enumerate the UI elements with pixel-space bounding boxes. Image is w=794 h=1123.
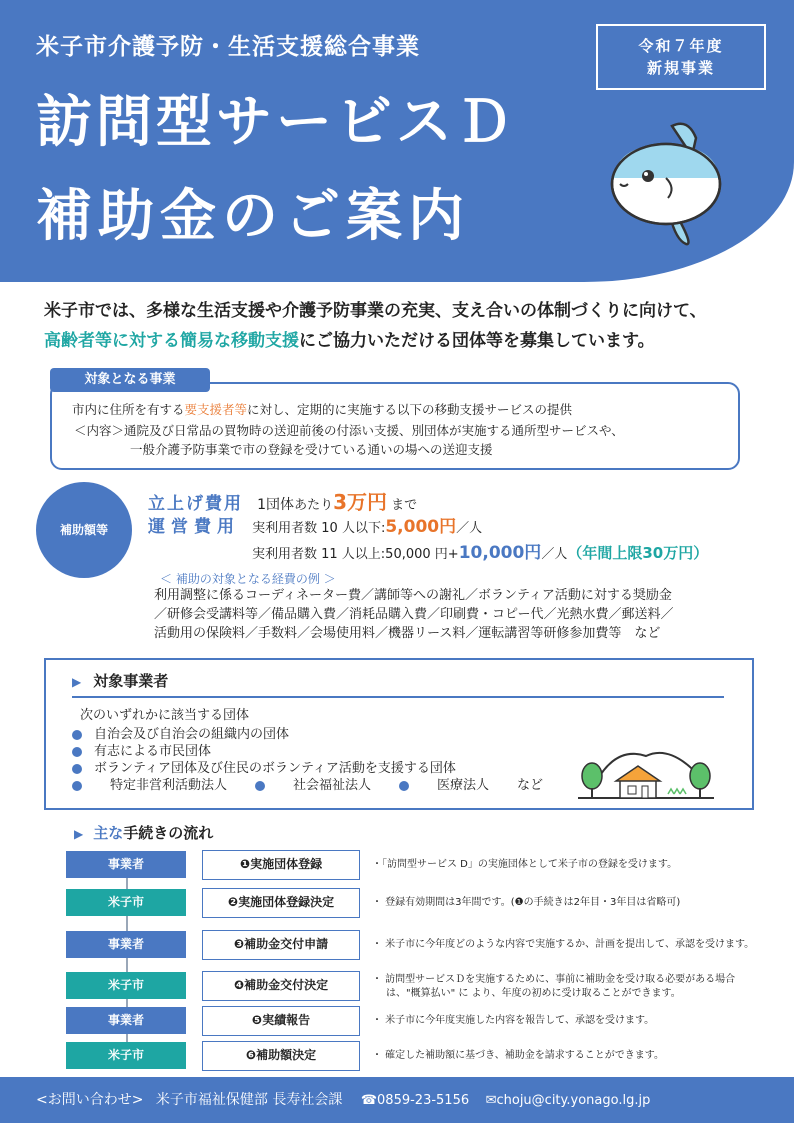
flow-step-3: ❸補助金交付申請 <box>202 930 360 960</box>
flow-desc-4-line2: は、"概算払い" に より、年度の初めに受け取ることができます。 <box>386 988 681 999</box>
bullet-icon <box>399 781 409 791</box>
startup-mid: あたり <box>294 498 334 513</box>
startup-cost-row <box>148 486 417 515</box>
operator-item: 社会福祉法人 <box>293 778 372 793</box>
operator-item: 有志による市民団体 <box>94 744 212 759</box>
title-line1: 訪問型サービスＤ <box>36 90 516 155</box>
intro-highlight: 高齢者等に対する簡易な移動支援 <box>44 331 299 351</box>
flow-desc-4-line1: ・ 訪問型サービスＤを実施するために、事前に補助金を受け取る必要がある場合 <box>372 974 736 985</box>
expense-line1: 利用調整に係るコーディネーター費／講師等への謝礼／ボランティア活動に対する奨励金 <box>154 588 672 603</box>
email-address[interactable]: choju@city.yonago.lg.jp <box>496 1093 651 1108</box>
title-line2: 補助金のご案内 <box>36 184 470 249</box>
sunfish-mascot-icon <box>606 118 726 248</box>
operator-item: 自治会及び自治会の組織内の団体 <box>94 727 290 742</box>
expense-title: ＜ 補助の対象となる経費の例 ＞ <box>160 572 336 586</box>
operating-label: 運営費用 <box>148 517 240 537</box>
operator-suffix: など <box>517 778 544 793</box>
intro-line1: 米子市では、多様な生活支援や介護予防事業の充実、支え合いの体制づくりに向けて、 <box>44 301 707 321</box>
flow-desc-5: ・ 米子市に今年度実施した内容を報告して、承認を受けます。 <box>372 1015 655 1026</box>
bullet-icon <box>255 781 265 791</box>
flow-desc-3: ・ 米子市に今年度どのような内容で実施するか、計画を提出して、承認を受けます。 <box>372 939 755 950</box>
contact-footer <box>0 1077 794 1123</box>
flow-step-2: ❷実施団体登録決定 <box>202 888 360 918</box>
operator-item: ボランティア団体及び住民のボランティア活動を支援する団体 <box>94 761 456 776</box>
op1-post: ／人 <box>456 521 483 536</box>
bullet-icon <box>72 764 82 774</box>
content-line1: ＜内容＞通院及び日常品の買物時の送迎前後の付添い支援、別団体が実施する通所型サービスや、 <box>74 423 624 438</box>
flow-heading <box>74 822 213 843</box>
village-illustration-icon <box>576 736 716 806</box>
flow-desc-6: ・ 確定した補助額に基づき、補助金を請求することができます。 <box>372 1050 664 1061</box>
expense-line3: 活動用の保険料／手数料／会場使用料／機器リース料／運転講習等研修参加費等 など <box>154 626 661 641</box>
badge-line2: 新規事業 <box>646 59 715 77</box>
badge-line1: 令和７年度 <box>638 37 724 55</box>
divider <box>72 696 724 698</box>
op2-amount: 10,000円 <box>458 543 542 563</box>
intro-text <box>44 296 764 356</box>
op1-amount: 5,000円 <box>385 517 457 537</box>
flow-heading-highlight: 主な <box>93 824 124 842</box>
flow-actor: 事業者 <box>66 1007 186 1034</box>
phone-icon: ☎ <box>360 1093 378 1108</box>
list-item <box>72 726 571 743</box>
line1-post: に対し、定期的に実施する以下の移動支援サービスの提供 <box>247 402 573 417</box>
bullet-icon <box>72 747 82 757</box>
header-banner <box>0 0 794 282</box>
flow-actor: 米子市 <box>66 1042 186 1069</box>
flow-step-6: ❻補助額決定 <box>202 1041 360 1071</box>
content-line2: 一般介護予防事業で市の登録を受けている通いの場への送迎支援 <box>130 442 493 457</box>
operator-item: 医療法人 <box>437 778 490 793</box>
line1-highlight: 要支援者等 <box>184 402 248 417</box>
operator-item: 特定非営利活動法人 <box>110 778 228 793</box>
target-business-line1 <box>72 400 720 419</box>
startup-post: まで <box>391 498 418 513</box>
list-item <box>72 760 571 777</box>
flow-actor: 事業者 <box>66 931 186 958</box>
contact-label: <お問い合わせ> <box>36 1092 144 1108</box>
triangle-icon: ▶ <box>72 675 82 689</box>
intro-line2 <box>44 326 764 356</box>
header-subtitle: 米子市介護予防・生活支援総合事業 <box>36 34 420 60</box>
department: 米子市福祉保健部 長寿社会課 <box>155 1092 343 1108</box>
flow-desc-1: ・「訪問型サービス D」の実施団体として米子市の登録を受けます。 <box>372 859 678 870</box>
flow-step-1: ❶実施団体登録 <box>202 850 360 880</box>
subsidy-circle: 補助額等 <box>36 482 132 578</box>
op2-pre: 実利用者数 11 人以上:50,000 円+ <box>252 547 459 562</box>
bullet-icon <box>72 781 82 791</box>
flow-actor: 米子市 <box>66 889 186 916</box>
op2-post: ／人 <box>541 547 568 562</box>
expense-list <box>154 586 754 643</box>
expense-line2: ／研修会受講料等／備品購入費／消耗品購入費／印刷費・コピー代／光熱水費／郵送料／ <box>154 607 674 622</box>
operators-list <box>72 726 571 794</box>
flow-desc-4 <box>372 973 772 1001</box>
target-business-tag: 対象となる事業 <box>50 368 210 392</box>
flow-desc-2: ・ 登録有効期間は3年間です。(❶の手続きは2年目・3年目は省略可) <box>372 897 681 908</box>
intro-line2-rest: にご協力いただける団体等を募集しています。 <box>299 331 655 351</box>
operators-intro: 次のいずれかに該当する団体 <box>80 708 250 723</box>
startup-label: 立上げ費用 <box>148 494 243 514</box>
operators-heading <box>72 670 168 691</box>
flow-heading-rest: 手続きの流れ <box>123 824 214 842</box>
operating-cost-row1 <box>148 512 482 537</box>
op1-pre: 実利用者数 10 人以下: <box>252 521 386 536</box>
line1-pre: 市内に住所を有する <box>72 402 185 417</box>
list-item <box>72 777 571 794</box>
flow-step-5: ❺実績報告 <box>202 1006 360 1036</box>
new-project-badge <box>596 24 766 90</box>
flow-step-4: ❹補助金交付決定 <box>202 971 360 1001</box>
flow-actor: 事業者 <box>66 851 186 878</box>
startup-pre: 1団体 <box>257 497 295 513</box>
list-item <box>72 743 571 760</box>
operating-cost-row2 <box>252 538 708 563</box>
target-operators-box <box>44 658 754 810</box>
startup-amount: 3万円 <box>333 490 387 514</box>
target-business-box <box>50 382 740 470</box>
operators-heading-text: 対象事業者 <box>93 672 169 690</box>
mail-icon: ✉ <box>485 1093 497 1108</box>
op2-cap: （年間上限30万円） <box>567 544 709 562</box>
phone-number[interactable]: 0859-23-5156 <box>377 1093 470 1108</box>
bullet-icon <box>72 730 82 740</box>
flow-actor: 米子市 <box>66 972 186 999</box>
triangle-icon: ▶ <box>74 827 84 841</box>
